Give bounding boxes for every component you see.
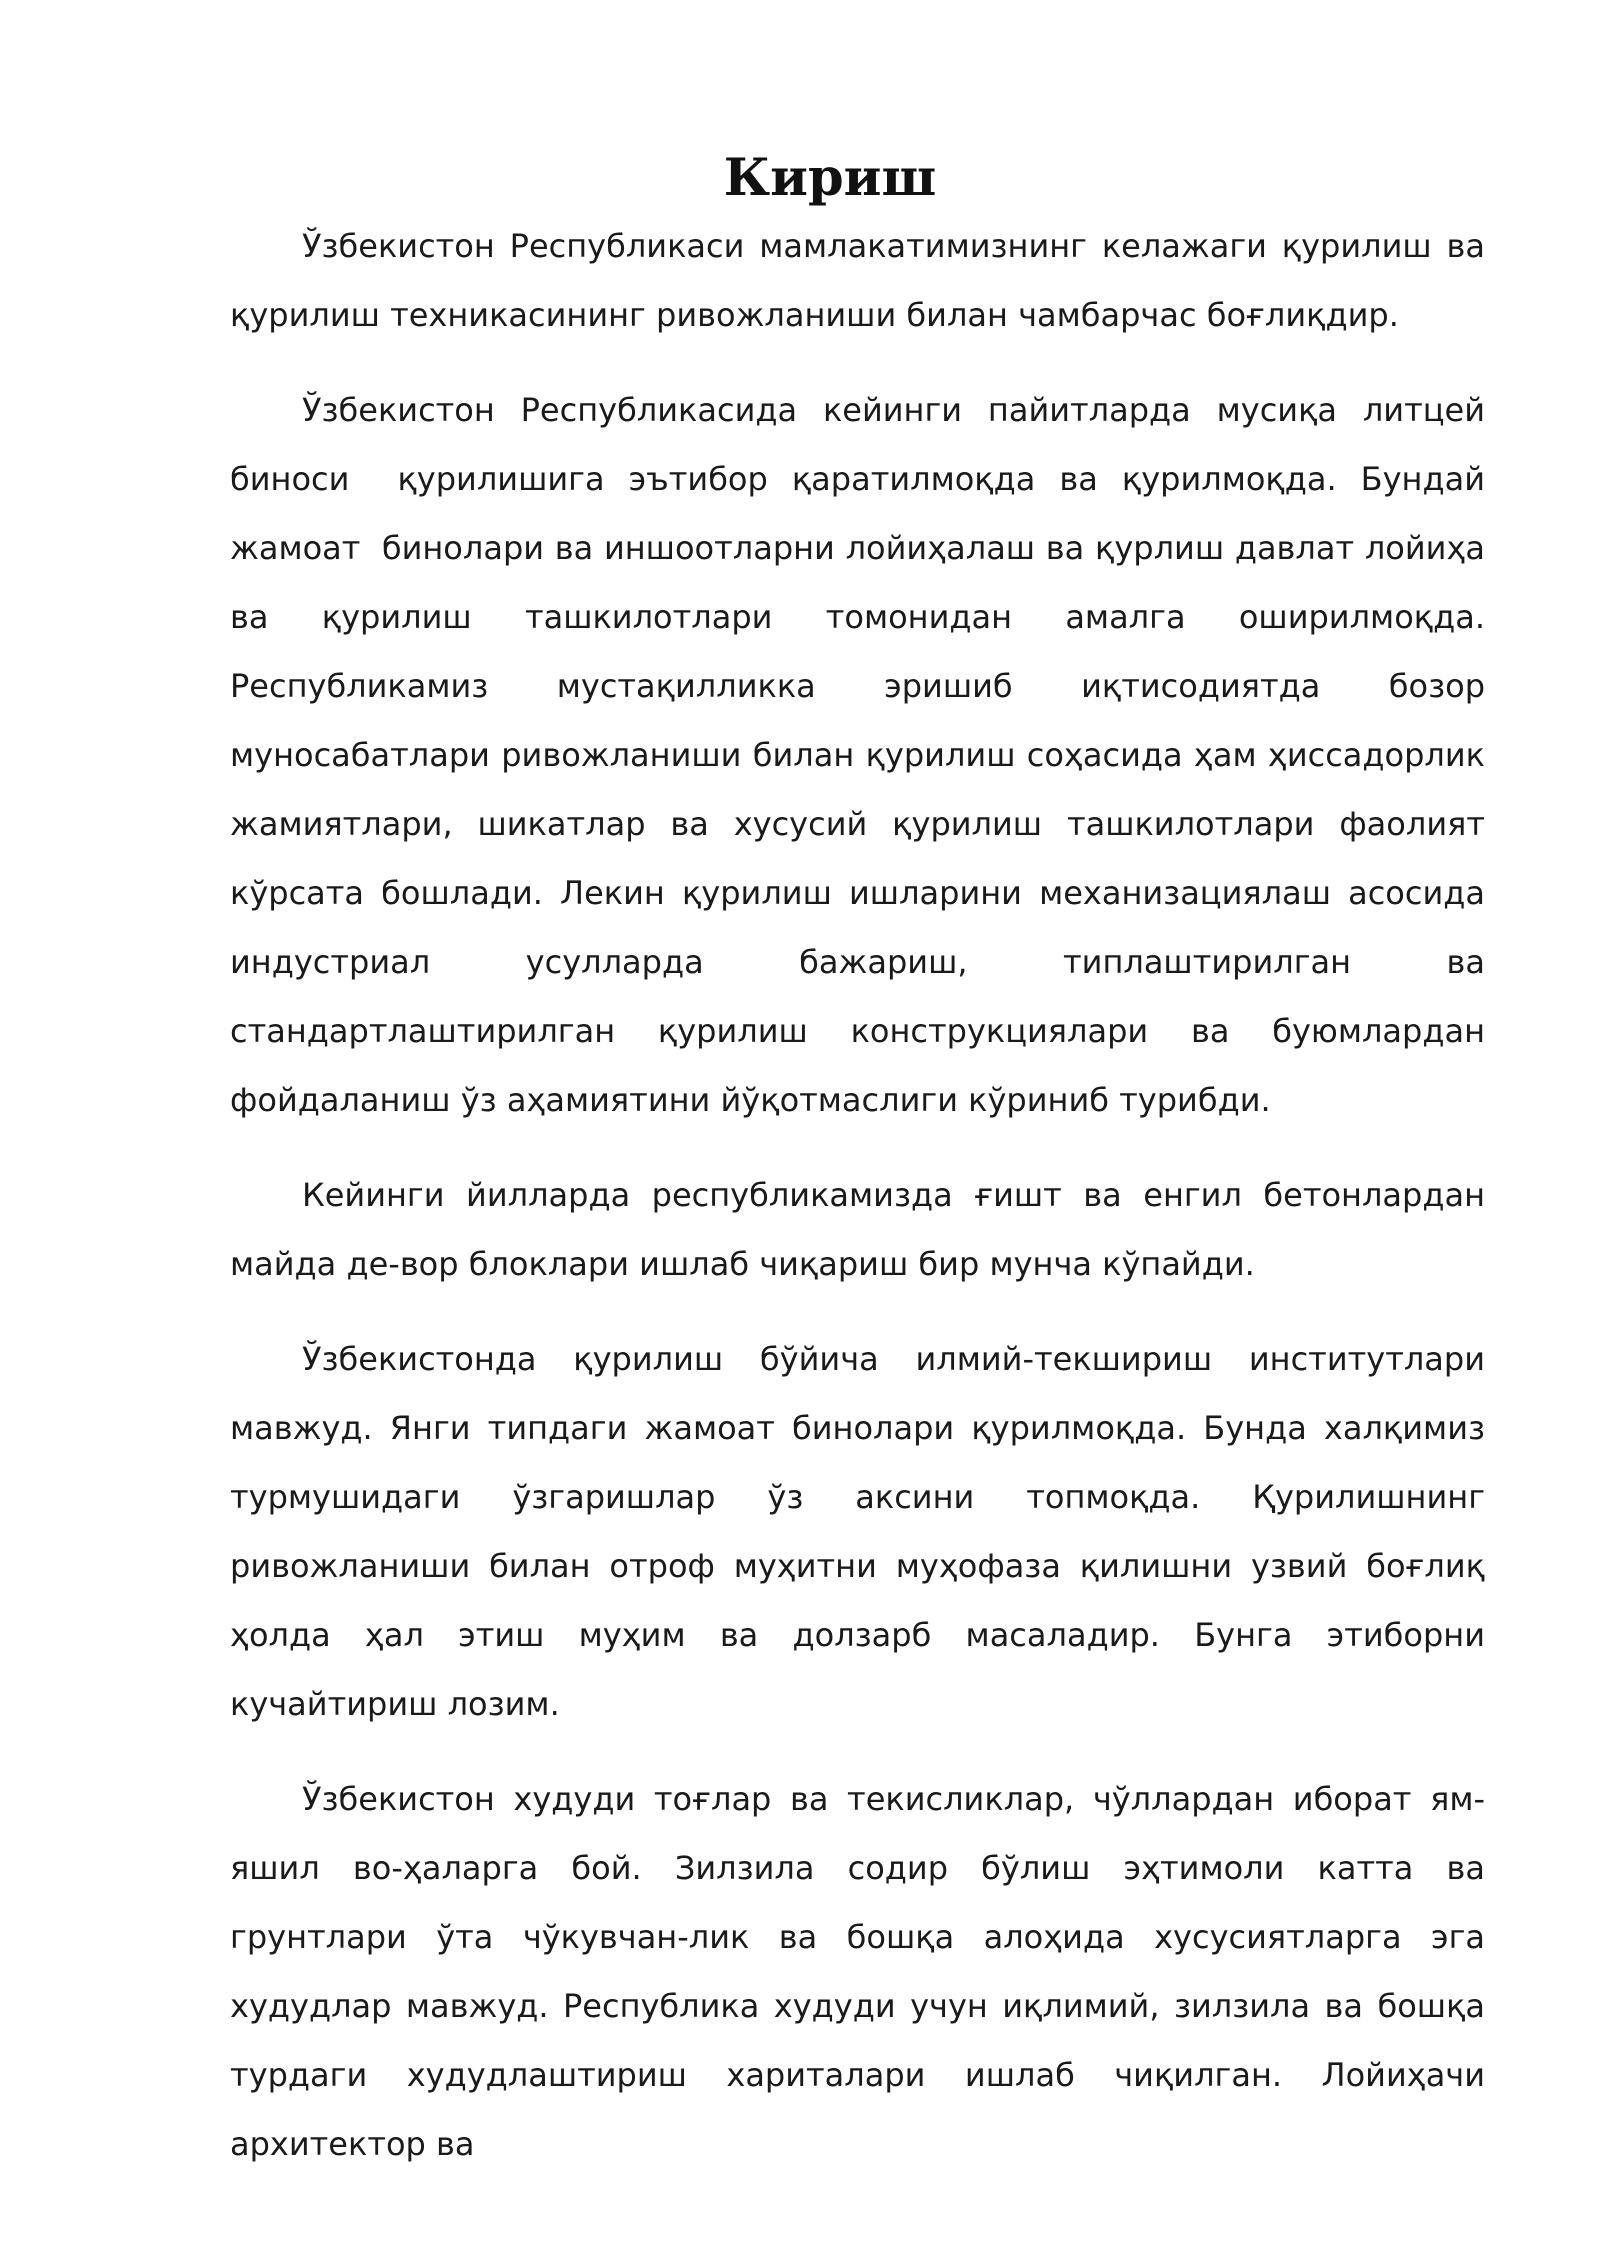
document-title: Кириш: [723, 148, 937, 208]
paragraph-4: Ўзбекистонда қурилиш бўйича илмий-текшириш институтлари мавжуд. Янги типдаги жамоат бинолари қурилмоқда. Бунда халқимиз турмушидаги ўзгаришлар ўз аксини топмоқда. Қурилишнинг ривожланиши билан отроф муҳитни муҳофаза қилишни узвий боғлиқ ҳолда ҳал этиш муҳим ва долзарб масаладир. Бунга этиборни кучайтириш лозим.: [230, 1340, 1496, 1723]
paragraph-3: Кейинги йилларда республикамизда ғишт ва енгил бетонлардан майда де-вор блоклари ишлаб чиқариш бир мунча кўпайди.: [230, 1176, 1496, 1283]
paragraph-1: Ўзбекистон Республикаси мамлакатимизнинг келажаги қурилиш ва қурилиш техникасининг ривожланиши билан чамбарчас боғлиқдир.: [230, 227, 1496, 334]
document-body: [230, 212, 1496, 2205]
paragraph-5: Ўзбекистон худуди тоғлар ва текисликлар, чўллардан иборат ям-яшил во-ҳаларга бой. Зилзила содир бўлиш эҳтимоли катта ва грунтлари ўта чўкувчан-лик ва бошқа алоҳида хусусиятларга эга худудлар мавжуд. Республика худуди учун иқлимий, зилзила ва бошқа турдаги худудлаштириш хариталари ишлаб чиқилган. Лойиҳачи архитектор ва: [230, 1780, 1496, 2163]
paragraph-2: Ўзбекистон Республикасида кейинги пайитларда мусиқа литцей биноси қурилишига эътибор қаратилмоқда ва қурилмоқда. Бундай жамоат бинолари ва иншоотларни лойиҳалаш ва қурлиш давлат лойиҳа ва қурилиш ташкилотлари томонидан амалга оширилмоқда. Республикамиз мустақилликка эришиб иқтисодиятда бозор муносабатлари ривожланиши билан қурилиш соҳасида ҳам ҳиссадорлик жамиятлари, шикатлар ва хусусий қурилиш ташкилотлари фаолият кўрсата бошлади. Лекин қурилиш ишларини механизациялаш асосида индустриал усулларда бажариш, типлаштирилган ва стандартлаштирилган қурилиш конструкциялари ва буюмлардан фойдаланиш ўз аҳамиятини йўқотмаслиги кўриниб турибди.: [230, 391, 1496, 1119]
